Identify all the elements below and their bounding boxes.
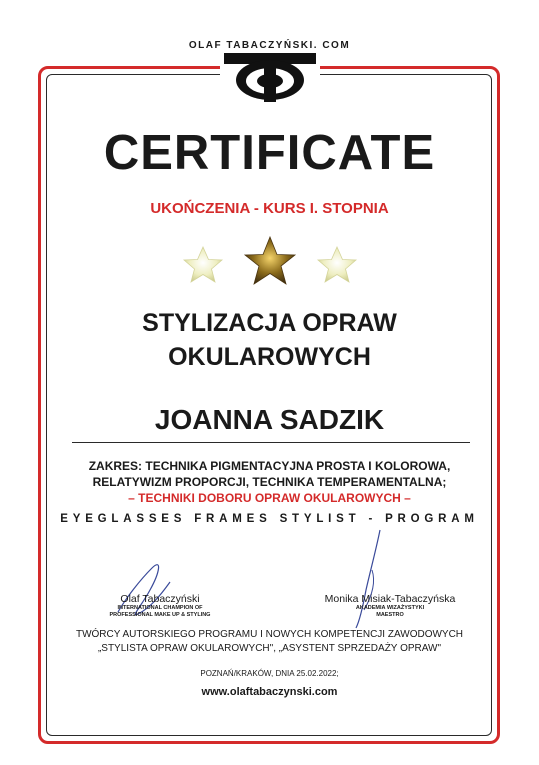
course-title bbox=[0, 306, 539, 374]
scope-line-3: – TECHNIKI DOBORU OPRAW OKULAROWYCH – bbox=[128, 491, 411, 505]
program-creators bbox=[0, 628, 539, 656]
star-silver-icon bbox=[184, 247, 222, 282]
course-line-2: OKULAROWYCH bbox=[168, 343, 371, 371]
brand-header: OLAF TABACZYŃSKI. COM bbox=[188, 40, 351, 51]
signatory-role: PROFESSIONAL MAKE UP & STYLING bbox=[109, 612, 211, 618]
recipient-name: JOANNA SADZIK bbox=[154, 404, 385, 435]
course-line-1: STYLIZACJA OPRAW bbox=[142, 309, 397, 337]
creators-line-1: TWÓRCY AUTORSKIEGO PROGRAMU I NOWYCH KOMPETENCJI ZAWODOWYCH bbox=[75, 629, 464, 640]
signatory-role: AKADEMIA WIZAŻYSTYKI bbox=[355, 605, 425, 611]
signatory-name: Monika Misiak-Tabaczyńska bbox=[324, 593, 456, 605]
scope-text bbox=[0, 458, 539, 506]
scope-line-2: RELATYWIZM PROPORCJI, TECHNIKA TEMPERAMENTALNA; bbox=[92, 475, 447, 489]
star-gold-icon bbox=[245, 237, 295, 284]
divider bbox=[72, 442, 470, 443]
scope-line-1: ZAKRES: TECHNIKA PIGMENTACYJNA PROSTA I KOLOROWA, bbox=[88, 459, 451, 473]
brand-logo-icon bbox=[220, 52, 320, 102]
rating-stars bbox=[170, 232, 370, 298]
signature-block-right bbox=[300, 593, 480, 619]
certificate-subtitle: UKOŃCZENIA - KURS I. STOPNIA bbox=[150, 200, 389, 217]
creators-line-2: „STYLISTA OPRAW OKULAROWYCH", „ASYSTENT SPRZEDAŻY OPRAW" bbox=[97, 643, 442, 654]
place-date: POZNAŃ/KRAKÓW, DNIA 25.02.2022; bbox=[200, 669, 339, 678]
signatory-role: INTERNATIONAL CHAMPION OF bbox=[117, 605, 203, 611]
star-silver-icon bbox=[318, 247, 356, 282]
signatory-name: Olaf Tabaczyński bbox=[120, 593, 200, 605]
signature-block-left bbox=[70, 593, 250, 619]
program-title: EYEGLASSES FRAMES STYLIST - PROGRAM bbox=[60, 513, 479, 525]
signatory-role: MAESTRO bbox=[376, 612, 404, 618]
certificate-title: CERTIFICATE bbox=[103, 126, 436, 180]
website-link: www.olaftabaczynski.com bbox=[201, 686, 338, 698]
